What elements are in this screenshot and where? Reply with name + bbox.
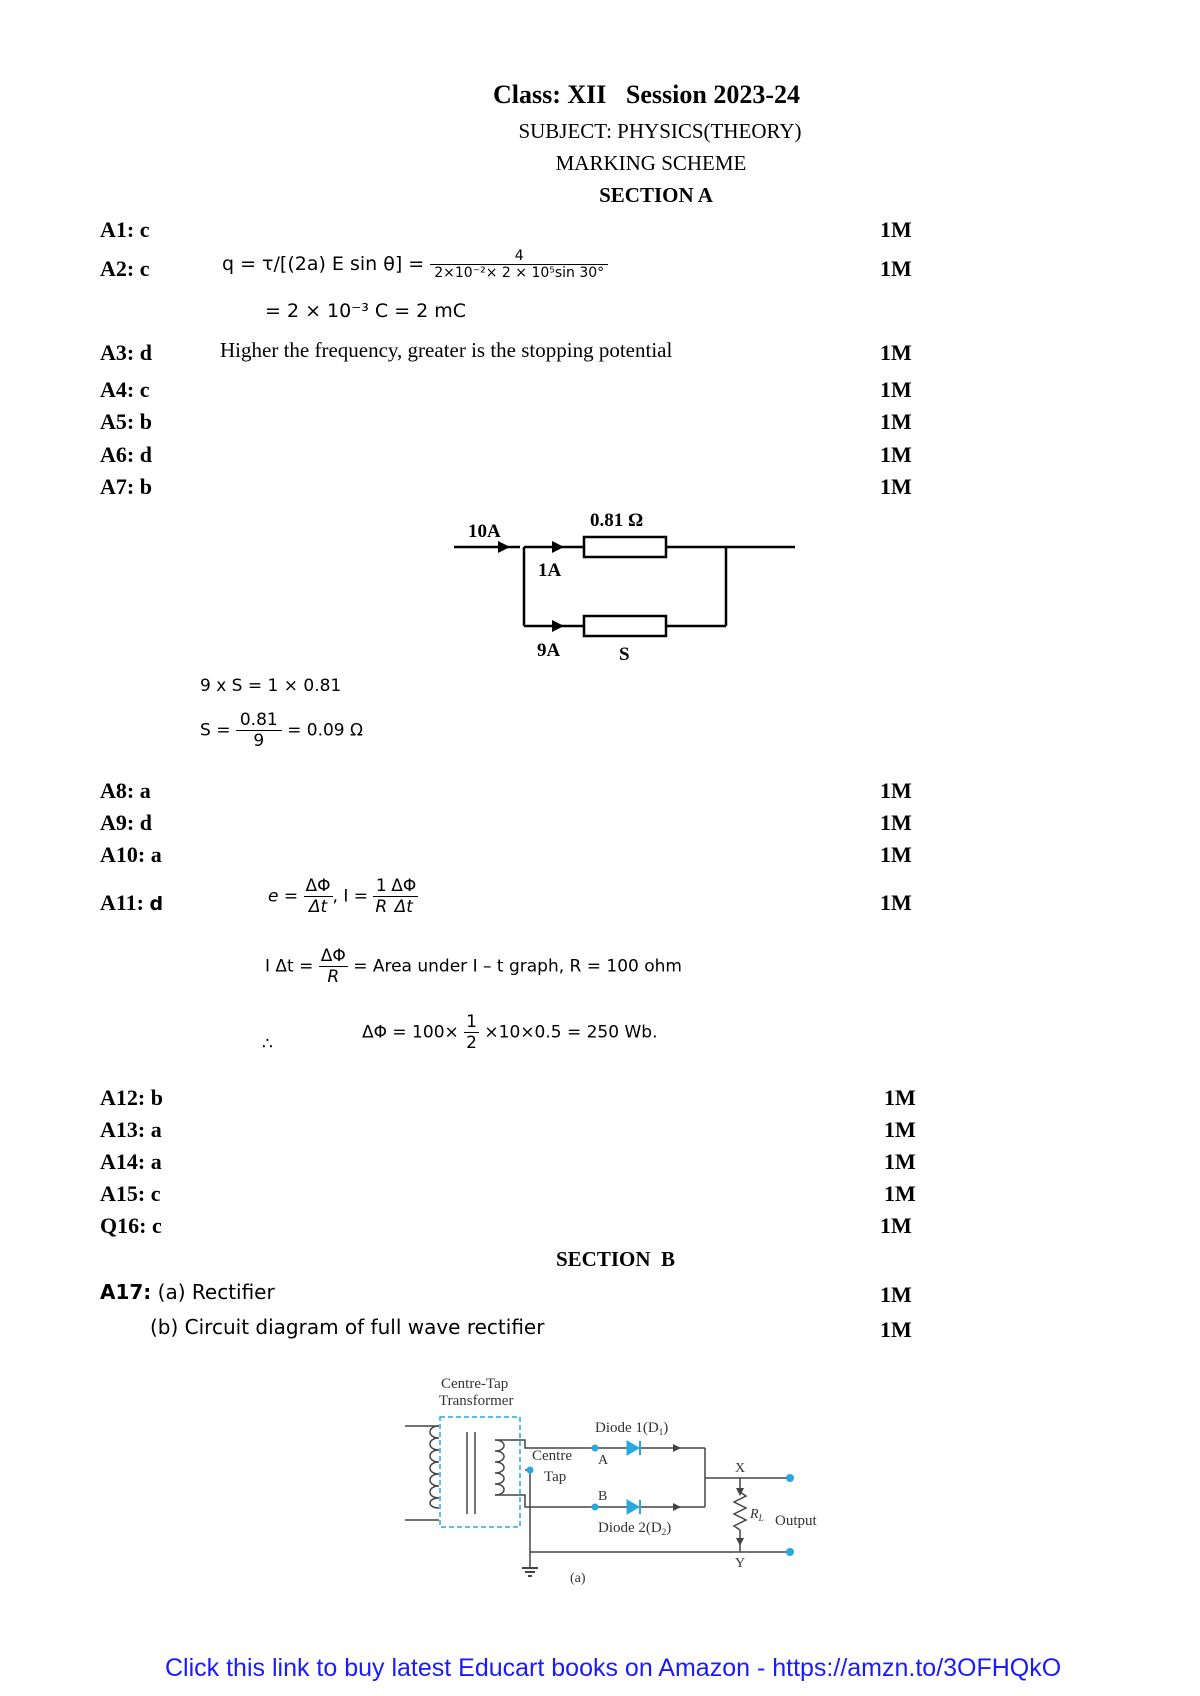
class-session-heading: Class: XII Session 2023-24 bbox=[493, 80, 800, 109]
a7-s-eq: S = bbox=[200, 720, 231, 741]
answer-a5: A5: b bbox=[100, 409, 152, 434]
full-wave-rectifier-diagram bbox=[395, 1370, 855, 1590]
diagram-caption: (a) bbox=[570, 1571, 586, 1586]
mark-a1: 1M bbox=[880, 217, 912, 242]
a11-therefore: ∴ bbox=[262, 1034, 273, 1054]
mark-q16: 1M bbox=[880, 1213, 912, 1238]
mark-a4: 1M bbox=[880, 377, 912, 402]
a11-r: R bbox=[375, 897, 388, 917]
answer-a14: A14: a bbox=[100, 1149, 162, 1174]
transformer-label-1: Centre-Tap bbox=[441, 1376, 509, 1392]
mark-a6: 1M bbox=[880, 442, 912, 467]
transformer-box bbox=[440, 1417, 520, 1527]
a17-part-a-text: (a) Rectifier bbox=[157, 1280, 275, 1304]
a11-equation-3 bbox=[362, 1012, 657, 1053]
diode2-label: Diode 2(D bbox=[598, 1520, 662, 1536]
mark-a10: 1M bbox=[880, 842, 912, 867]
a11-line2-lhs: I Δt = bbox=[265, 956, 314, 977]
node-b-dot bbox=[592, 1504, 599, 1511]
a11-equation-1 bbox=[268, 876, 418, 917]
rl-label: R bbox=[750, 1507, 759, 1522]
a2-formula-lhs: q = τ/[(2a) E sin θ] = bbox=[222, 253, 425, 275]
mark-a7: 1M bbox=[880, 474, 912, 499]
svg-text:Diode 2(D2): Diode $2(D_2)$ bbox=[598, 1520, 672, 1537]
output-label: Output bbox=[775, 1513, 817, 1529]
diode-1-icon bbox=[627, 1441, 639, 1455]
mark-a2: 1M bbox=[880, 256, 912, 281]
section-a-heading: SECTION A bbox=[599, 183, 713, 207]
mark-a5: 1M bbox=[880, 409, 912, 434]
output-y-dot bbox=[786, 1548, 794, 1556]
answer-a11 bbox=[100, 890, 163, 916]
rl-sub: L bbox=[758, 1513, 764, 1523]
answer-a13: A13: a bbox=[100, 1117, 162, 1142]
subject-heading: SUBJECT: PHYSICS(THEORY) bbox=[518, 119, 802, 143]
answer-a15: A15: c bbox=[100, 1181, 161, 1206]
mark-a13: 1M bbox=[884, 1117, 916, 1142]
answer-q16: Q16: c bbox=[100, 1213, 162, 1238]
centre-tap-label-2: Tap bbox=[544, 1469, 567, 1485]
answer-a4: A4: c bbox=[100, 377, 150, 402]
mark-a14: 1M bbox=[884, 1149, 916, 1174]
arrow-rl bbox=[736, 1488, 744, 1496]
a11-dphi-1: ΔΦ bbox=[305, 876, 331, 896]
diode2-sub: 2 bbox=[661, 1527, 667, 1537]
a11-equation-2 bbox=[265, 946, 682, 987]
resistor-label: 0.81 Ω bbox=[590, 510, 644, 531]
diode1-sub: 1 bbox=[658, 1427, 664, 1437]
mark-a3: 1M bbox=[880, 340, 912, 365]
answer-a7: A7: b bbox=[100, 474, 152, 499]
answer-a10: A10: a bbox=[100, 842, 162, 867]
arrow-main bbox=[498, 541, 510, 553]
shunt-label: S bbox=[619, 644, 630, 665]
arrow-d2 bbox=[673, 1503, 681, 1511]
a11-half-den: 2 bbox=[466, 1033, 477, 1053]
a2-numerator: 4 bbox=[514, 248, 524, 264]
a7-result: = 0.09 Ω bbox=[287, 720, 364, 741]
mark-a8: 1M bbox=[880, 778, 912, 803]
a11-line3-b: ×10×0.5 = 250 Wb. bbox=[484, 1022, 658, 1043]
transformer-label-2: Transformer bbox=[439, 1393, 514, 1409]
mark-a15: 1M bbox=[884, 1181, 916, 1206]
a11-choice: d bbox=[149, 893, 164, 915]
a11-r-2: R bbox=[319, 966, 348, 987]
a2-denominator: 2×10⁻²× 2 × 10⁵sin 30° bbox=[430, 264, 608, 281]
centre-tap-label-1: Centre bbox=[532, 1448, 572, 1464]
a17-part-a bbox=[100, 1280, 275, 1304]
node-a-label: A bbox=[598, 1453, 609, 1468]
marking-scheme-heading: MARKING SCHEME bbox=[555, 151, 747, 175]
a11-label: A11: bbox=[100, 890, 144, 915]
a7-calc-line2 bbox=[200, 710, 363, 751]
answer-a3: A3: d bbox=[100, 340, 152, 365]
a11-comma-i: , I = bbox=[332, 886, 369, 907]
answer-a2: A2: c bbox=[100, 256, 150, 281]
a11-line2-rhs: = Area under I – t graph, R = 100 ohm bbox=[353, 956, 682, 977]
output-x-dot bbox=[786, 1474, 794, 1482]
node-b-label: B bbox=[598, 1489, 608, 1504]
node-a-dot bbox=[592, 1445, 599, 1452]
a7-numerator: 0.81 bbox=[239, 710, 278, 730]
a7-denominator: 9 bbox=[236, 730, 282, 751]
answer-a12: A12: b bbox=[100, 1085, 163, 1110]
answer-a6: A6: d bbox=[100, 442, 152, 467]
current-10a: 10A bbox=[468, 521, 501, 542]
current-1a: 1A bbox=[538, 560, 562, 581]
a11-half-num: 1 bbox=[466, 1012, 477, 1032]
a7-circuit-diagram bbox=[440, 500, 800, 670]
centre-tap-dot bbox=[527, 1467, 534, 1474]
diode1-label: Diode 1(D bbox=[595, 1420, 659, 1436]
a11-one: 1 bbox=[375, 876, 387, 896]
a11-dt-1: Δt bbox=[304, 896, 333, 917]
svg-text:Diode 1(D1): Diode $1(D_1)$ bbox=[595, 1420, 669, 1437]
arrow-rl-2 bbox=[736, 1538, 744, 1546]
a2-result: = 2 × 10⁻³ C = 2 mC bbox=[265, 300, 467, 322]
a7-calc-line1: 9 x S = 1 × 0.81 bbox=[200, 676, 342, 696]
current-9a: 9A bbox=[537, 640, 561, 661]
arrow-branch1 bbox=[552, 541, 564, 553]
a11-dt-2: Δt bbox=[389, 896, 418, 917]
arrow-branch2 bbox=[552, 620, 564, 632]
diode-2-icon bbox=[627, 1500, 639, 1514]
a11-dphi-3: ΔΦ bbox=[320, 946, 346, 966]
mark-a17b: 1M bbox=[880, 1317, 912, 1342]
a17-part-b: (b) Circuit diagram of full wave rectifier bbox=[150, 1315, 545, 1339]
mark-a9: 1M bbox=[880, 810, 912, 835]
a3-explanation: Higher the frequency, greater is the stopping potential bbox=[220, 338, 673, 362]
a11-line3-a: ΔΦ = 100× bbox=[362, 1022, 459, 1043]
a17-label: A17: bbox=[100, 1280, 152, 1304]
mark-a17a: 1M bbox=[880, 1282, 912, 1307]
mark-a12: 1M bbox=[884, 1085, 916, 1110]
a11-e-eq: e = bbox=[268, 886, 299, 907]
a11-dphi-2: ΔΦ bbox=[391, 876, 417, 896]
node-y-label: Y bbox=[735, 1556, 746, 1571]
mark-a11: 1M bbox=[880, 890, 912, 915]
node-x-label: X bbox=[735, 1461, 746, 1476]
section-b-heading: SECTION B bbox=[556, 1247, 676, 1271]
svg-text:RL bbox=[749, 1507, 764, 1523]
amazon-link[interactable]: Click this link to buy latest Educart books on Amazon - https://amzn.to/3OFHQkO bbox=[165, 1654, 1062, 1682]
arrow-d1 bbox=[673, 1444, 681, 1452]
answer-a8: A8: a bbox=[100, 778, 151, 803]
answer-a9: A9: d bbox=[100, 810, 152, 835]
answer-a1: A1: c bbox=[100, 217, 150, 242]
a2-formula bbox=[222, 248, 608, 281]
